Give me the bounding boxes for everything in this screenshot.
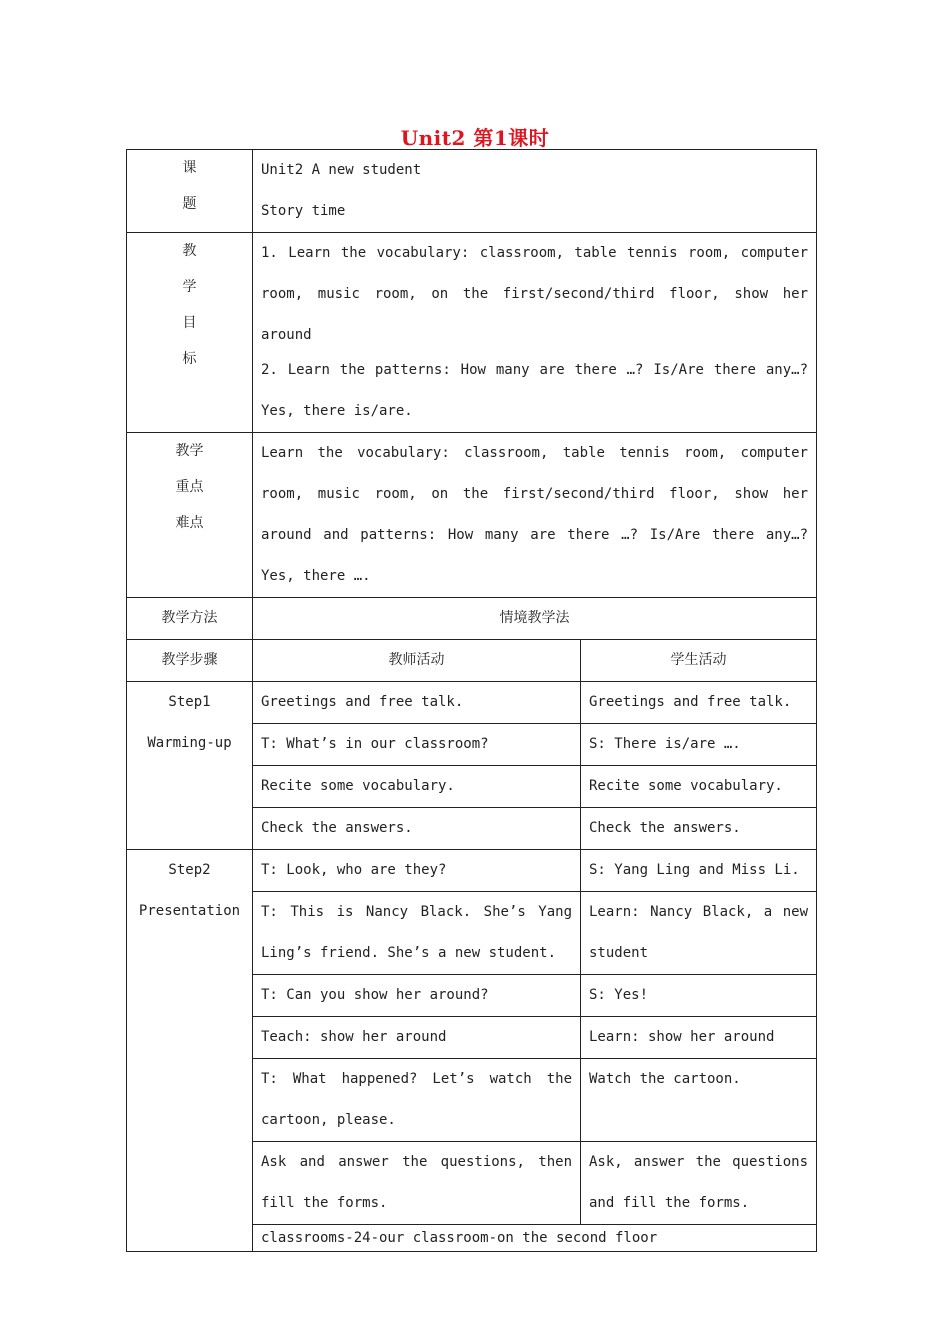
step2-student-cell: S: Yes! [581, 975, 817, 1017]
step1-teacher-cell: Greetings and free talk. [253, 682, 581, 724]
key-points-label-line: 重点 [175, 479, 204, 495]
step2-label [127, 850, 253, 1252]
steps-header-row [127, 640, 817, 682]
step1-teacher-cell: Check the answers. [253, 808, 581, 850]
step1-teacher-cell: T: What’s in our classroom? [253, 724, 581, 766]
step1-student-cell: S: There is/are …. [581, 724, 817, 766]
method-label: 教学方法 [127, 598, 253, 640]
step1-student-cell: Check the answers. [581, 808, 817, 850]
student-activity-header: 学生活动 [581, 640, 817, 682]
step2-student-cell: Learn: show her around [581, 1017, 817, 1059]
objective-item: 1. Learn the vocabulary: classroom, table tennis room, computer room, music room, on the first/second/third floor, show her around [261, 245, 808, 343]
topic-value [253, 150, 817, 233]
topic-row [127, 150, 817, 233]
method-row [127, 598, 817, 640]
key-points-label [127, 433, 253, 598]
objectives-label-char: 教 [182, 243, 197, 259]
objectives-value [253, 233, 817, 433]
page-title: Unit2 第1课时 [400, 126, 550, 150]
step2-student-cell: S: Yang Ling and Miss Li. [581, 850, 817, 892]
objective-item: 2. Learn the patterns: How many are there …? Is/Are there any…? Yes, there is/are. [261, 362, 808, 419]
step1-teacher-cell: Recite some vocabulary. [253, 766, 581, 808]
objectives-row [127, 233, 817, 433]
objectives-label-char: 目 [182, 315, 197, 331]
key-points-label-line: 教学 [175, 443, 204, 459]
key-points-label-line: 难点 [175, 515, 204, 531]
topic-line: Unit2 A new student [261, 162, 422, 178]
step2-teacher-cell: T: Can you show her around? [253, 975, 581, 1017]
step1-row [127, 682, 817, 724]
steps-header-label: 教学步骤 [127, 640, 253, 682]
step2-teacher-cell: Ask and answer the questions, then fill the forms. [253, 1142, 581, 1225]
step2-phase: Presentation [138, 903, 241, 919]
step2-teacher-cell: T: This is Nancy Black. She’s Yang Ling’s friend. She’s a new student. [253, 892, 581, 975]
objectives-label [127, 233, 253, 433]
topic-label-char: 课 [182, 160, 197, 176]
step2-student-cell: Learn: Nancy Black, a new student [581, 892, 817, 975]
lesson-plan-table [126, 149, 817, 1252]
step2-teacher-cell: Teach: show her around [253, 1017, 581, 1059]
objectives-label-char: 标 [182, 351, 197, 367]
step2-teacher-cell: T: Look, who are they? [253, 850, 581, 892]
objectives-label-char: 学 [182, 279, 197, 295]
key-points-value: Learn the vocabulary: classroom, table tennis room, computer room, music room, on the first/second/third floor, show her around and patterns: How many are there …? Is/Are there any…? Yes, there …. [253, 433, 817, 598]
step1-label [127, 682, 253, 850]
step2-name: Step2 [168, 862, 211, 878]
topic-label-char: 题 [182, 196, 197, 212]
step2-footer: classrooms-24-our classroom-on the second floor [253, 1225, 817, 1252]
step2-student-cell: Ask, answer the questions and fill the forms. [581, 1142, 817, 1225]
step2-student-cell: Watch the cartoon. [581, 1059, 817, 1142]
step2-row [127, 850, 817, 892]
step1-student-cell: Recite some vocabulary. [581, 766, 817, 808]
step1-phase: Warming-up [147, 735, 232, 751]
step1-student-cell: Greetings and free talk. [581, 682, 817, 724]
method-value: 情境教学法 [253, 598, 817, 640]
topic-line: Story time [261, 203, 346, 219]
teacher-activity-header: 教师活动 [253, 640, 581, 682]
step2-teacher-cell: T: What happened? Let’s watch the cartoon, please. [253, 1059, 581, 1142]
topic-label [127, 150, 253, 233]
key-points-row [127, 433, 817, 598]
step1-name: Step1 [168, 694, 211, 710]
